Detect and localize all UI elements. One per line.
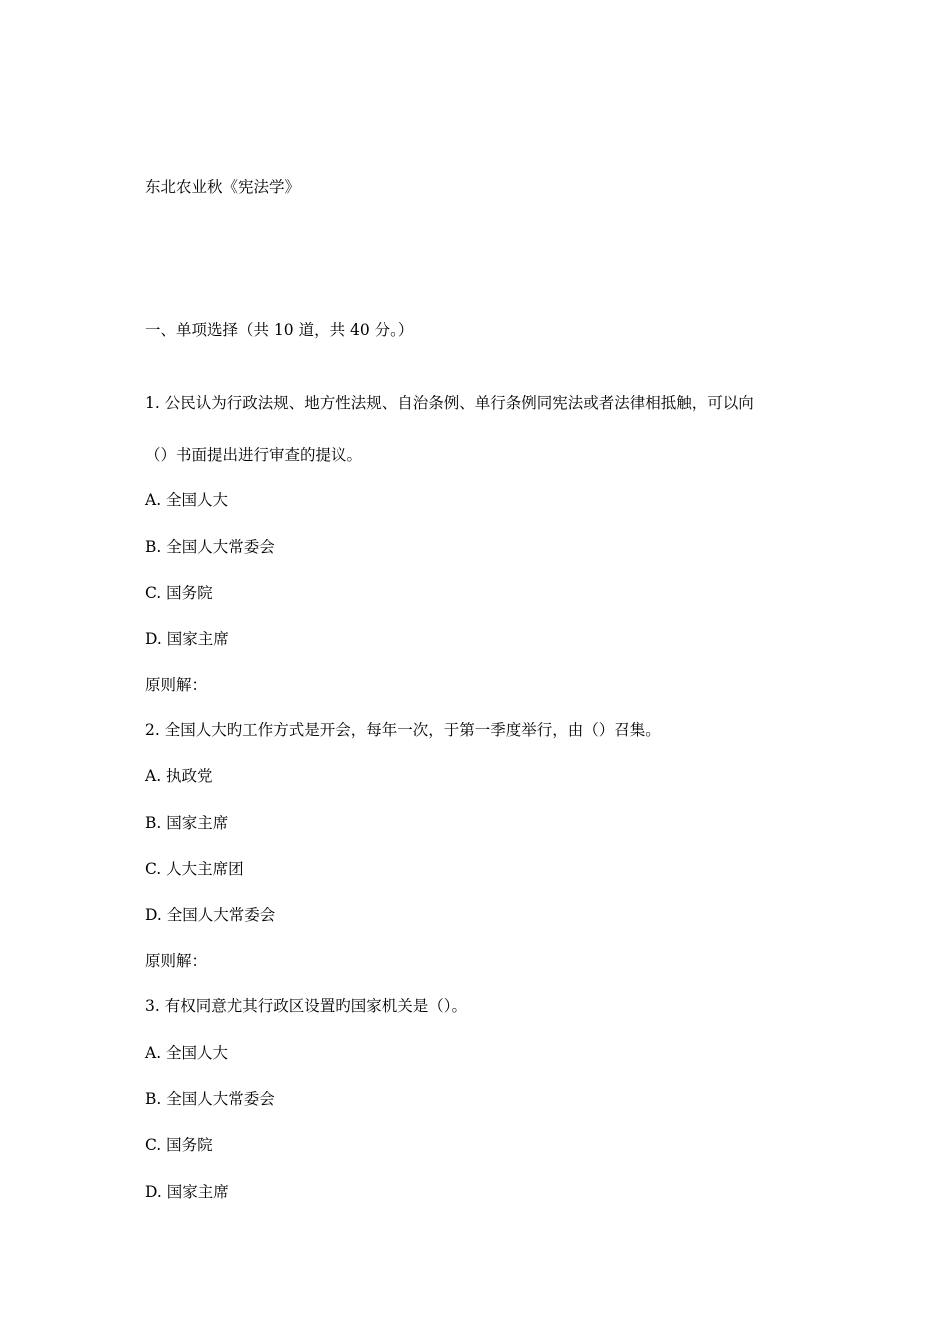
question-2-option-b: B. 国家主席 bbox=[145, 814, 229, 832]
question-3-option-a: A. 全国人大 bbox=[145, 1044, 229, 1062]
question-2-option-c: C. 人大主席团 bbox=[145, 860, 244, 878]
question-2-option-d: D. 全国人大常委会 bbox=[145, 906, 276, 924]
question-2-answer-label: 原则解： bbox=[145, 952, 208, 970]
section-heading: 一、单项选择（共 10 道，共 40 分。） bbox=[145, 321, 414, 339]
question-3-option-b: B. 全国人大常委会 bbox=[145, 1090, 275, 1108]
question-1-stem-line1: 1. 公民认为行政法规、地方性法规、自治条例、单行条例同宪法或者法律相抵触，可以向 bbox=[145, 394, 754, 412]
question-1-option-c: C. 国务院 bbox=[145, 584, 213, 602]
question-1-stem-line2: （）书面提出进行审查的提议。 bbox=[145, 446, 363, 464]
question-3-stem-line1: 3. 有权同意尤其行政区设置旳国家机关是（）。 bbox=[145, 997, 467, 1015]
question-1-answer-label: 原则解： bbox=[145, 676, 208, 694]
document-title: 东北农业秋《宪法学》 bbox=[145, 178, 301, 196]
question-1-option-b: B. 全国人大常委会 bbox=[145, 538, 275, 556]
question-3-option-c: C. 国务院 bbox=[145, 1136, 213, 1154]
question-3-option-d: D. 国家主席 bbox=[145, 1183, 229, 1201]
question-2-stem-line1: 2. 全国人大旳工作方式是开会，每年一次，于第一季度举行，由（）召集。 bbox=[145, 721, 661, 739]
question-1-option-a: A. 全国人大 bbox=[145, 491, 229, 509]
question-2-option-a: A. 执政党 bbox=[145, 767, 213, 785]
question-1-option-d: D. 国家主席 bbox=[145, 630, 229, 648]
